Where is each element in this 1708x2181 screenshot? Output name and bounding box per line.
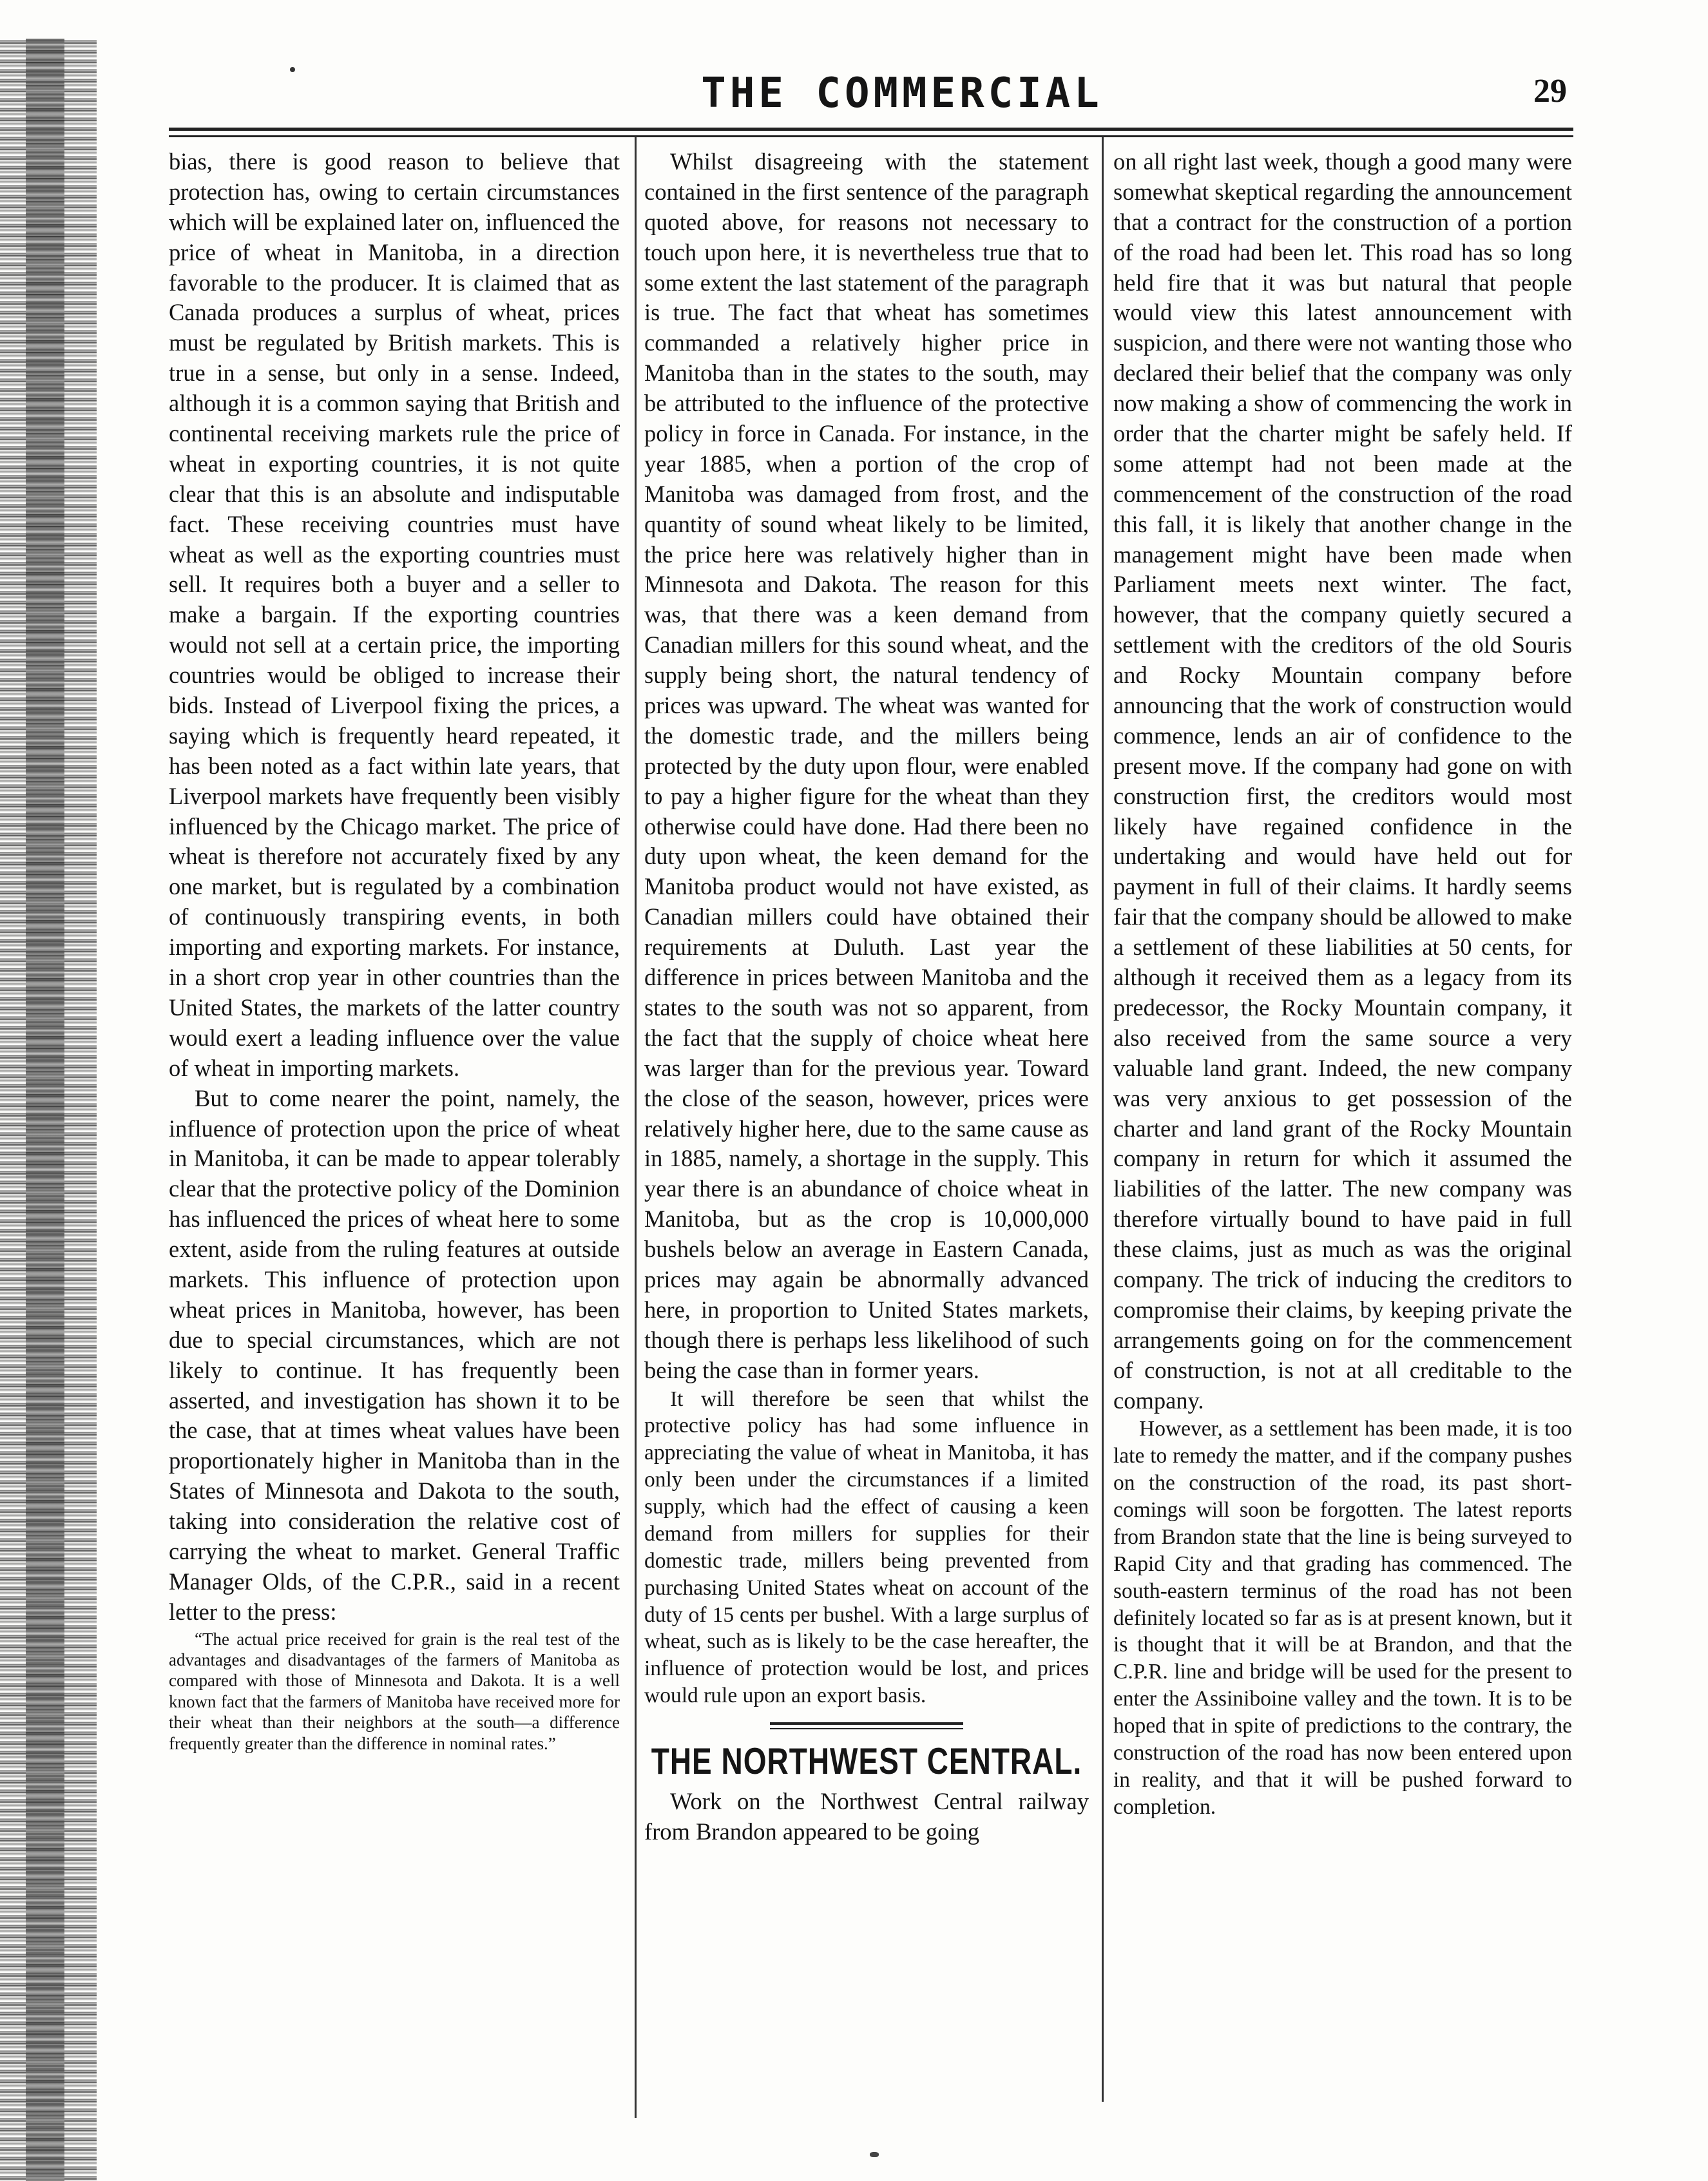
col3-paragraph-1: on all right last week, though a good many were somewhat skeptical regarding the announcement that a contract for the construction of a portion of the road had been let. This road has so long held fire that it was but natural that people would view this latest announcement with suspicion, and there were not wanting those who declared their belief that the company was only now making a show of commencing the work in order that the charter might be safely held. If some attempt had not been made at the commencement of the construction of the road this fall, it is likely that another change in the management might have been made when Parliament meets next winter. The fact, however, that the company quietly secured a settlement with the creditors of the old Souris and Rocky Mountain company before announcing that the work of construction would commence, lends an air of confidence to the present move. If the company had gone on with construction first, the creditors would most likely have regained confidence in the undertaking and would have held out for payment in full of their claims. It hardly seems fair that the company should be allowed to make a settlement of these liabilities at 50 cents, for although it received them as a legacy from its predecessor, the Rocky Mountain company, it also received from the same source a very valuable land grant. Indeed, the new company was very anxious to get possession of the charter and land grant of the Rocky Mountain company in return for which it assumed the liabilities of the latter. The new company was therefore virtually bound to have paid in full these claims, just as much as was the original company. The trick of inducing the creditors to compromise their claims, by keeping private the arrangements going on for the commencement of construction, is not at all creditable to the company. [1113,148,1572,1414]
ink-speck [290,67,295,72]
heading-rule-bottom [770,1728,963,1729]
column-1 [169,147,620,1754]
heading-rule-top [770,1722,963,1725]
col2-paragraph-3: Work on the Northwest Central railway from Brandon appeared to be going [644,1788,1089,1845]
col2-paragraph-2: It will therefore be seen that whilst the protective policy has had some influence in appreciating the value of wheat in Manitoba, it has only been under the circumstances if a limited supply, which had the effect of causing a keen demand from millers for supplies for their domestic trade, millers being prevented from purchasing United States wheat on account of the duty of 15 cents per bushel. With a large surplus of wheat, such as is likely to be the case hereafter, the influence of protection would be lost, and prices would rule upon an export basis. [644,1387,1089,1708]
masthead-title: THE COMMERCIAL [701,70,1103,117]
page-number: 29 [1533,73,1567,110]
section-heading: THE NORTHWEST CENTRAL. [651,1740,1082,1782]
column-2 [644,147,1089,1847]
header-rule-thick [169,128,1573,131]
col2-paragraph-1: Whilst disagreeing with the statement contained in the first sentence of the paragraph quoted above, for reasons not necessary to touch upon here, it is nevertheless true that to some extent the last statement of the paragraph is true. The fact that wheat has sometimes commanded a relatively higher price in Manitoba than in the states to the south, may be attributed to the influence of the protective policy in force in Canada. For instance, in the year 1885, when a portion of the crop of Manitoba was damaged from frost, and the quantity of sound wheat likely to be limited, the price here was relatively higher than in Minnesota and Dakota. The reason for this was, that there was a keen demand from Canadian millers for this sound wheat, and the supply being short, the natural tendency of prices was upward. The wheat was wanted for the domestic trade, and the millers being protected by the duty upon flour, were enabled to pay a higher figure for the wheat than they otherwise could have done. Had there been no duty upon wheat, the keen demand for the Manitoba product would not have existed, as Canadian millers could have obtained their requirements at Duluth. Last year the difference in prices between Manitoba and the states to the south was not so apparent, from the fact that the supply of choice wheat here was larger than for the previous year. Toward the close of the season, however, prices were relatively higher here, due to the same cause as in 1885, namely, a shortage in the supply. This year there is an abundance of choice wheat in Manitoba, but as the crop is 10,000,000 bushels below an average in Eastern Canada, prices may again be abnormally advanced here, in proportion to United States markets, though there is perhaps less likelihood of such being the case than in former years. [644,148,1089,1383]
header-rule-thin [169,135,1573,137]
col3-paragraph-2: However, as a settlement has been made, it is too late to remedy the matter, and if the company pushes on the construction of the road, its past short-comings will soon be forgotten. The latest reports from Brandon state that the line is being surveyed to Rapid City and that grading has commenced. The south-eastern terminus of the road has not been definitely located so far as is at present known, but it is thought that it will be at Brandon, and that the C.P.R. line and bridge will be used for the present to enter the Assiniboine valley and the town. It is to be hoped that in spite of predictions to the contrary, the construction of the road has now been entered upon in reality, and that it will be pushed forward to completion. [1113,1417,1572,1819]
col1-quotation: “The actual price received for grain is the real test of the advantages and disadvantages of the farmers of Manitoba as compared with those of Minnesota and Dakota. It is a well known fact that the farmers of Manitoba have received more for their wheat than their neighbors at the south—a difference frequently greater than the difference in nominal rates.” [169,1629,620,1753]
page-binding-edge [0,39,97,2181]
column-divider-1 [635,137,637,2118]
col1-paragraph-1: bias, there is good reason to believe that protection has, owing to certain circumstances which will be explained later on, influenced the price of wheat in Manitoba, in a direction favorable to the producer. It is claimed that as Canada produces a surplus of wheat, prices must be regulated by British markets. This is true in a sense, but only in a sense. Indeed, although it is a common saying that British and continental receiving markets rule the price of wheat in exporting countries, it is not quite clear that this is an absolute and indisputable fact. These receiving countries must have wheat as well as the exporting countries must sell. It requires both a buyer and a seller to make a bargain. If the exporting countries would not sell at a certain price, the importing countries would be obliged to increase their bids. Instead of Liverpool fixing the prices, a saying which is frequently heard repeated, it has been noted as a fact within late years, that Liverpool markets have frequently been visibly influenced by the Chicago market. The price of wheat is therefore not accurately fixed by any one market, but is regulated by a combination of continuously transpiring events, in both importing and exporting markets. For instance, in a short crop year in other countries than the United States, the markets of the latter country would exert a leading influence over the value of wheat in importing markets. [169,148,620,1081]
column-divider-2 [1102,137,1104,2102]
ink-mark [870,2152,879,2157]
column-3 [1113,147,1572,1821]
col1-paragraph-2: But to come nearer the point, namely, the influence of protection upon the price of wheat in Manitoba, it can be made to appear tolerably clear that the protective policy of the Dominion has influenced the prices of wheat here to some extent, aside from the ruling features at outside markets. This influence of protection upon wheat prices in Manitoba, however, has been due to special circumstances, which are not likely to continue. It has frequently been asserted, and investigation has shown it to be the case, that at times wheat values have been proportionately higher in Manitoba than in the States of Minnesota and Dakota to the south, taking into consideration the relative cost of carrying the wheat to market. General Traffic Manager Olds, of the C.P.R., said in a recent letter to the press: [169,1084,620,1625]
